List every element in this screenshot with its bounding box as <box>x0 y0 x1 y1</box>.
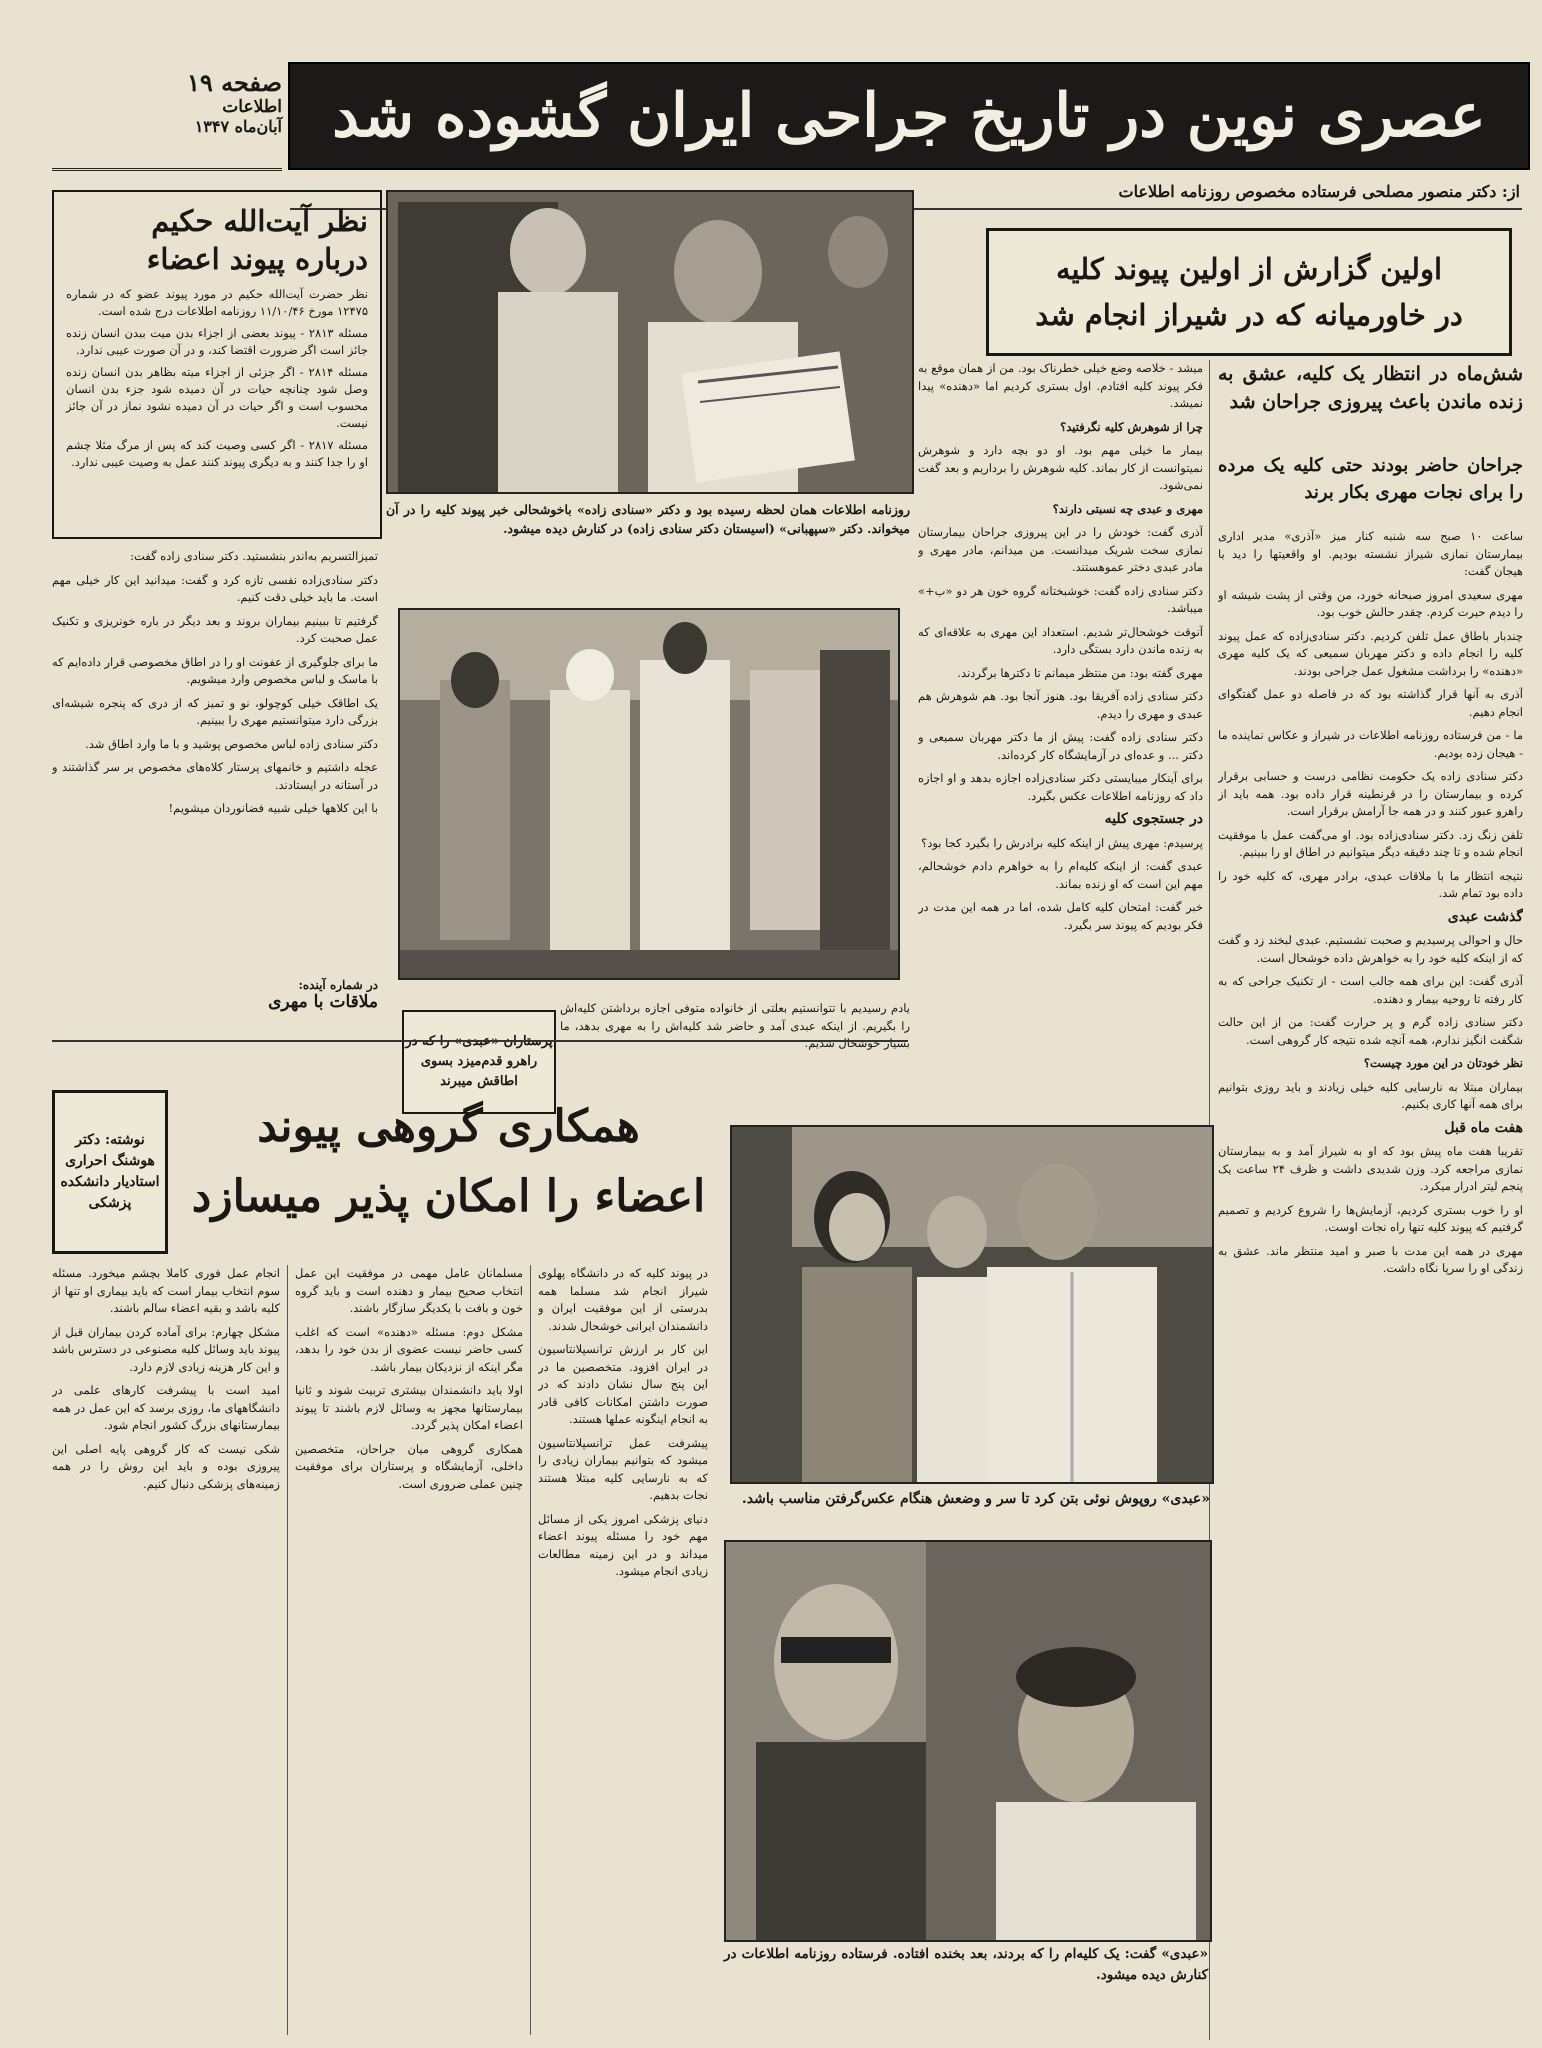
photo-abdi-smiling <box>724 1540 1212 1942</box>
left-column-article <box>52 548 378 968</box>
paragraph: مهری گفته بود: من منتظر میمانم تا دکترها برگردند. <box>957 665 1203 680</box>
report-box-line2: در خاورمیانه که در شیراز انجام شد <box>1035 298 1463 332</box>
paragraph: در پیوند کلیه که در دانشگاه پهلوی شیراز انجام شد مسلما همه بدرستی از این موفقیت ایران و دانشمندان ایرانی خوشحال شدند. <box>538 1266 708 1333</box>
paragraph: دکتر سنادی زاده یک حکومت نظامی درست و حسابی برقرار کرده و بیمارستان را در قرنطینه قرار داده بود. همه باید از راهرو عبور کنند و در همه جا آرامش برقرار است. <box>1218 769 1523 818</box>
team-headline <box>176 1092 721 1232</box>
paragraph: آذری گفت: خودش را در این پیروزی جراحان بیمارستان نمازی سخت شریک میدانست. من میدانم، مادر مهری و مادر عبدی دختر عموهستند. <box>918 525 1203 574</box>
photo2-inset-text: پرستاران «عبدی» را که در راهرو قدم‌میزد بسوی اطاقش میبرند <box>405 1034 553 1089</box>
hakim-ruling-1: مسئله ۲۸۱۳ - پیوند بعضی از اجزاء بدن میت ببدن انسان زنده جائز است اگر ضرورت اقتضا کند، و در آن صورت عیبی ندارد. <box>66 326 368 357</box>
second-article-column <box>918 360 1203 1150</box>
paragraph: امید است با پیشرفت کارهای علمی در دانشگاههای ما، روزی برسد که این عمل در همه بیمارستانهای بزرگ کشور انجام شود. <box>52 1383 280 1432</box>
report-box <box>986 228 1512 356</box>
paragraph: مهری و عبدی چه نسبتی دارند؟ <box>1052 501 1203 516</box>
paragraph: ساعت ۱۰ صبح سه شنبه کنار میز «آذری» مدیر اداری بیمارستان نمازی شیراز نشسته بودیم. او واقعیتها را دید با هیجان گفت: <box>1218 529 1523 578</box>
paragraph: اولا باید دانشمندان بیشتری تربیت شوند و ثانیا بیمارستانها مجهز به وسائل لازم باشند تا پیوند اعضاء امکان پذیر گردد. <box>295 1383 523 1432</box>
team-article-col3 <box>52 1265 280 2035</box>
team-headline-line1: همکاری گروهی پیوند <box>257 1101 640 1152</box>
masthead <box>52 68 282 171</box>
photo1-caption: روزنامه اطلاعات همان لحظه رسیده بود و دکتر «سنادی زاده» باخوشحالی خبر پیوند کلیه را در آن میخواند. دکتر «سپهبانی» (اسیستان دکتر سنادی زاده) در کنارش دیده میشود. <box>386 502 910 536</box>
team-article-col1 <box>538 1265 708 2035</box>
author-name: هوشنگ احراری <box>65 1153 155 1169</box>
paragraph: آذری به آنها قرار گذاشته بود که در فاصله دو عمل گفتگوای انجام دهیم. <box>1218 687 1523 719</box>
paragraph: تمیزالتسریم به‌اندر بنشستید. دکتر سنادی زاده گفت: <box>130 549 378 563</box>
author-box <box>52 1090 168 1254</box>
paragraph: تلفن زنگ زد. دکتر سنادی‌زاده بود. او می‌گفت عمل با موفقیت انجام شده و تا چند دقیقه دیگر میتوانیم در اطاق او را ببینیم. <box>1218 827 1523 859</box>
paragraph: چندبار باطاق عمل تلفن کردیم. دکتر سنادی‌زاده که عمل پیوند کلیه را انجام داده و دکتر مهربان سمیعی که یک کلیه مهری «دهنده» را برداشت مشغول عمل جراحی بودند. <box>1218 628 1523 678</box>
page-number: صفحه ۱۹ <box>186 68 282 97</box>
paragraph: بیماران مبتلا به نارسایی کلیه خیلی زیادند و باید روزی بتوانیم برای همه آنها کاری بکنیم. <box>1218 1079 1523 1111</box>
paper-name: اطلاعات <box>222 97 282 117</box>
paragraph: چرا از شوهرش کلیه نگرفتید؟ <box>1060 419 1203 434</box>
paragraph: گرفتیم تا ببینیم بیماران بروند و بعد دیگر در باره خونریزی و تکنیک عمل صحبت کرد. <box>52 613 378 645</box>
team-headline-line2: اعضاء را امکان پذیر میسازد <box>191 1171 706 1222</box>
paragraph: ما برای جلوگیری از عفونت او را در اطاق مخصوصی قرار داده‌ایم که با ماسک و لباس مخصوص وارد میشویم. <box>52 654 378 686</box>
paragraph: دنیای پزشکی امروز یکی از مسائل مهم خود را مسئله پیوند اعضاء میداند و در این زمینه مطالعات زیادی انجام میشود. <box>538 1511 708 1578</box>
photo-abdi-with-nurses <box>730 1125 1214 1484</box>
author-label: نوشته: دکتر <box>75 1132 145 1148</box>
hakim-title-1: نظر آیت‌الله حکیم <box>151 204 368 238</box>
photo-illustration <box>726 1542 1210 1940</box>
subhead-2: جراحان حاضر بودند حتی کلیه یک مرده را برای نجات مهری بکار برند <box>1218 455 1523 503</box>
paragraph: تقریبا هفت ماه پیش بود که او به شیراز آمد و به بیمارستان نمازی مراجعه کرد. وزن شدیدی داشت و ظرف ۲۴ ساعت یک پنجم لیتر ادرار میکرد. <box>1218 1144 1523 1193</box>
paragraph: مشکل چهارم: برای آماده کردن بیماران قبل از پیوند باید وسائل کلیه مصنوعی در دسترس باشد و این کار هزینه زیادی لازم دارد. <box>52 1324 280 1374</box>
section-heading: در جستجوی کلیه <box>1104 811 1203 827</box>
next-issue-label: در شماره آینده: <box>298 978 378 992</box>
main-article <box>1218 528 1523 2033</box>
paragraph: مهری در همه این مدت با صبر و امید منتظر ماند. عشق به زندگی او را سرپا نگاه داشت. <box>1218 1243 1523 1275</box>
photo-illustration <box>388 192 912 492</box>
next-issue-note <box>52 978 378 1012</box>
hakim-box <box>52 190 382 539</box>
byline: از: دکتر منصور مصلحی فرستاده مخصوص روزنامه اطلاعات <box>1118 182 1520 201</box>
paragraph: مهری سعیدی امروز صبحانه خورد، من وقتی از پشت شیشه او را دیدم حیرت کردم. چقدر حالش خوب بود. <box>1218 587 1523 619</box>
paragraph: آنوقت خوشحال‌تر شدیم. استعداد این مهری به علاقه‌ای که به زنده ماندن دارد بستگی دارد. <box>918 624 1203 656</box>
paragraph: برای آینکار میبایستی دکتر سنادی‌زاده اجازه بدهد و او اجازه داد که روزنامه اطلاعات عکس بگیرد. <box>918 771 1203 803</box>
paragraph: دکتر سنادی زاده لباس مخصوص پوشید و با ما وارد اطاق شد. <box>85 736 378 751</box>
photo3-caption: «عبدی» روپوش نوئی بتن کرد تا سر و وضعش هنگام عکس‌گرفتن مناسب باشد. <box>741 1491 1210 1507</box>
column-rule <box>287 1265 288 2035</box>
section-heading: هفت ماه قبل <box>1444 1119 1523 1136</box>
paragraph: عبدی گفت: از اینکه کلیه‌ام را به خواهرم دادم خوشحالم، مهم این است که او زنده بماند. <box>918 859 1203 891</box>
paragraph: دکتر سنادی زاده گرم و پر حرارت گفت: من از این حالت شگفت انگیز ندارم، همه آنچه شده نتیجه کار گروهی است. <box>1218 1015 1523 1047</box>
paragraph: این کار بر ارزش ترانسپلانتاسیون در ایران افزود. متخصصین ما در این پنج سال نشان دادند که در صورت داشتن امکانات کافی قادر به انجام اینگونه عملها هستند. <box>538 1342 708 1426</box>
main-headline-banner <box>288 62 1530 170</box>
paragraph: خبر گفت: امتحان کلیه کامل شده، اما در همه این مدت در فکر بودیم که پیوند سر بگیرد. <box>918 900 1203 932</box>
paragraph: مشکل دوم: مسئله «دهنده» است که اغلب کسی حاضر نیست عضوی از بدن خود را بدهد، مگر اینکه از نزدیکان بیمار باشد. <box>295 1324 523 1374</box>
issue-date: آبان‌ماه ۱۳۴۷ <box>194 117 282 136</box>
paragraph: حال و احوالی پرسیدیم و صحبت نشستیم. عبدی لبخند زد و گفت که از اینکه کلیه خود را به خواهرش داده خوشحال است. <box>1218 933 1523 965</box>
paragraph: همکاری گروهی میان جراحان، متخصصین داخلی، آزمایشگاه و پرستاران برای موفقیت چنین عملی ضروری است. <box>295 1441 523 1491</box>
paragraph: او را خوب بستری کردیم، آزمایش‌ها را شروع کردیم و تصمیم گرفتیم که پیوند کلیه تنها راه نجات اوست. <box>1218 1202 1523 1234</box>
hakim-ruling-3: مسئله ۲۸۱۷ - اگر کسی وصیت کند که پس از مرگ مثلا چشم او را جدا کنند و به دیگری پیوند کنند عمل به وصیت عیبی ندارد. <box>66 438 368 469</box>
paragraph: دکتر سنادی زاده گفت: خوشبختانه گروه خون هر دو «ب+» میباشد. <box>918 583 1203 615</box>
paragraph: شکی نیست که کار گروهی پایه اصلی این پیروزی بوده و باید این روش را در همه زمینه‌های پزشکی دنبال کنیم. <box>52 1441 280 1491</box>
paragraph: دکتر سنادی زاده گفت: پیش از ما دکتر مهربان سمیعی و دکتر ... و عده‌ای در آزمایشگاه کار کرده‌اند. <box>918 730 1203 762</box>
team-article-col2 <box>295 1265 523 2035</box>
hakim-intro: نظر حضرت آیت‌الله حکیم در مورد پیوند عضو که در شماره ۱۲۴۷۵ مورخ ۱۱/۱۰/۴۶ روزنامه اطلاعات درج شده است. <box>66 287 368 318</box>
hakim-title-2: درباره پیوند اعضاء <box>146 242 368 276</box>
photo2-caption: یادم رسیدیم با تتوانستیم بعلتی از خانواده متوفی اجازه برداشتن کلیه‌اش را بگیریم. از اینکه عبدی آمد و حاضر شد کلیه‌اش را به مهری بدهد، ما بسیار خوشحال شدیم. <box>560 1001 910 1050</box>
main-headline: عصری نوین در تاریخ جراحی ایران گشوده شد <box>332 81 1486 151</box>
paragraph: پیشرفت عمل ترانسپلانتاسیون میشود که بتوانیم بیماران زیادی را که به نارسایی کلیه مبتلا هستند نجات بدهیم. <box>538 1435 708 1502</box>
paragraph: بیمار ما خیلی مهم بود. او دو بچه دارد و شوهرش نمیتوانست از کار بماند. کلیه شوهرش را برداریم و بعد گفت نمی‌شود. <box>918 443 1203 492</box>
column-rule <box>530 1265 531 2035</box>
paragraph: مسلمانان عامل مهمی در موفقیت این عمل انتخاب صحیح بیمار و دهنده است و باید گروه خون و بافت با یکدیگر سازگار باشند. <box>295 1266 523 1315</box>
photo-surgeon-reading-newspaper <box>386 190 914 494</box>
photo-illustration <box>732 1127 1212 1482</box>
paragraph: انجام عمل فوری کاملا بچشم میخورد. مسئله سوم انتخاب بیمار است که باید بیماری او تنها از کلیه باشد و بقیه اعضاء سالم باشند. <box>52 1266 280 1315</box>
section-divider <box>52 1040 908 1042</box>
author-role: استادیار دانشکده پزشکی <box>60 1174 160 1211</box>
photo-nurses-in-corridor <box>398 608 900 980</box>
section-heading: گذشت عبدی <box>1447 908 1523 925</box>
paragraph: ما - من فرستاده روزنامه اطلاعات در شیراز و عکاس نماینده ما - هیجان زده بودیم. <box>1218 728 1523 760</box>
next-issue-title: ملاقات با مهری <box>268 992 378 1012</box>
hakim-ruling-2: مسئله ۲۸۱۴ - اگر جزئی از اجزاء میته بظاهر بدن انسان زنده وصل شود چنانچه حیات در آن دمیده شود جزء بدن انسان محسوب است و اگر حیات در آن دمیده نشود نماز در آن جائز نیست. <box>66 365 368 430</box>
report-box-line1: اولین گزارش از اولین پیوند کلیه <box>1055 252 1443 286</box>
subhead-1: شش‌ماه در انتظار یک کلیه، عشق به زنده ماندن باعث پیروزی جراحان شد <box>1218 363 1523 413</box>
paragraph: آذری گفت: این برای همه جالب است - از تکنیک جراحی که به کار رفته تا روحیه بیمار و دهنده. <box>1218 974 1523 1006</box>
photo4-caption: «عبدی» گفت: یک کلیه‌ام را که بردند، بعد بخنده افتاده. فرستاده روزنامه اطلاعات در کنارش دیده میشود. <box>724 1946 1208 1983</box>
paragraph: دکتر سنادی زاده آفریقا بود. هنوز آنجا بود. هم شوهرش هم عبدی و مهری را دیدم. <box>918 689 1203 721</box>
paragraph: نتیجه انتظار ما با ملاقات عبدی، برادر مهری، که کلیه خود را داده بود تمام شد. <box>1218 868 1523 900</box>
paragraph: دکتر سنادی‌زاده نفسی تازه کرد و گفت: میدانید این کار خیلی مهم است. ما باید خیلی دقت کنیم. <box>52 572 378 604</box>
paragraph: پرسیدم: مهری پیش از اینکه کلیه برادرش را بگیرد کجا بود؟ <box>921 835 1203 850</box>
photo-illustration <box>400 610 898 978</box>
paragraph: میشد - خلاصه وضع خیلی خطرناک بود. من از همان موقع به فکر پیوند کلیه افتادم. اول بستری کردیم اما «دهنده» پیدا نمیشد. <box>918 361 1203 410</box>
paragraph: نظر خودتان در این مورد چیست؟ <box>1363 1056 1523 1070</box>
paragraph: با این کلاهها خیلی شبیه فضانوردان میشویم! <box>168 801 378 815</box>
paragraph: عجله داشتیم و خانمهای پرستار کلاه‌های مخصوص بر سر گذاشتند و در آستانه در ایستادند. <box>52 760 378 792</box>
paragraph: یک اطاقک خیلی کوچولو، نو و تمیز که از دری که پنجره شیشه‌ای بزرگی دارد میتوانستیم مهری را ببینیم. <box>52 695 378 727</box>
